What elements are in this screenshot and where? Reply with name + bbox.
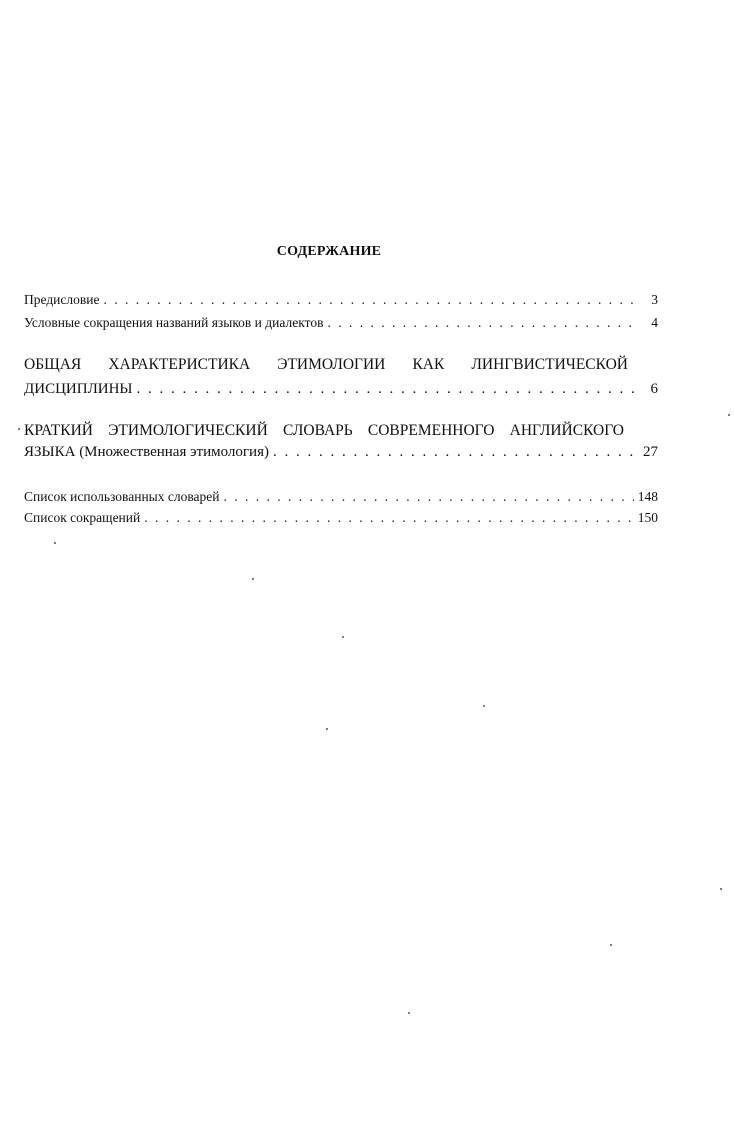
toc-entry-label: Список использованных словарей [24, 489, 220, 504]
toc-entry-general[interactable] [24, 380, 658, 398]
toc-entry-label: Условные сокращения названий языков и диалектов [24, 315, 324, 330]
scan-speck [18, 428, 20, 430]
page-title: СОДЕРЖАНИЕ [276, 244, 382, 259]
scan-speck [610, 944, 612, 946]
leader-dots [137, 380, 637, 398]
scan-speck [720, 888, 722, 890]
toc-page-number: 4 [651, 315, 658, 330]
leader-dots [273, 443, 636, 461]
toc-entry-general-line1: ОБЩАЯ ХАРАКТЕРИСТИКА ЭТИМОЛОГИИ КАК ЛИНГВИСТИЧЕСКОЙ [24, 356, 628, 373]
toc-entry-label: Предисловие [24, 292, 100, 307]
toc-entry-language-abbreviations[interactable] [24, 314, 658, 332]
scan-speck [342, 636, 344, 638]
toc-entry-preface[interactable] [24, 291, 658, 309]
toc-entry-abbreviations[interactable] [24, 509, 658, 527]
toc-entry-sources[interactable] [24, 488, 658, 506]
scan-speck [326, 728, 328, 730]
toc-entry-dictionary-line1: КРАТКИЙ ЭТИМОЛОГИЧЕСКИЙ СЛОВАРЬ СОВРЕМЕННОГО АНГЛИЙСКОГО [24, 422, 624, 439]
toc-page-number: 148 [637, 489, 658, 504]
toc-page-number: 150 [637, 510, 658, 525]
scan-speck [483, 705, 485, 707]
toc-entry-label: Список сокращений [24, 510, 141, 525]
leader-dots [327, 314, 636, 332]
scan-speck [54, 542, 56, 544]
scan-speck [252, 578, 254, 580]
leader-dots [103, 291, 636, 309]
toc-page-number: 6 [650, 381, 658, 397]
toc-entry-dictionary[interactable] [24, 443, 658, 461]
toc-entry-label: ДИСЦИПЛИНЫ [24, 381, 133, 397]
toc-page-number: 27 [643, 444, 658, 460]
toc-page-number: 3 [651, 292, 658, 307]
toc-entry-label: ЯЗЫКА (Множественная этимология) [24, 444, 269, 460]
scan-speck [408, 1012, 410, 1014]
leader-dots [224, 488, 634, 506]
scan-speck [728, 414, 730, 416]
leader-dots [144, 509, 634, 527]
